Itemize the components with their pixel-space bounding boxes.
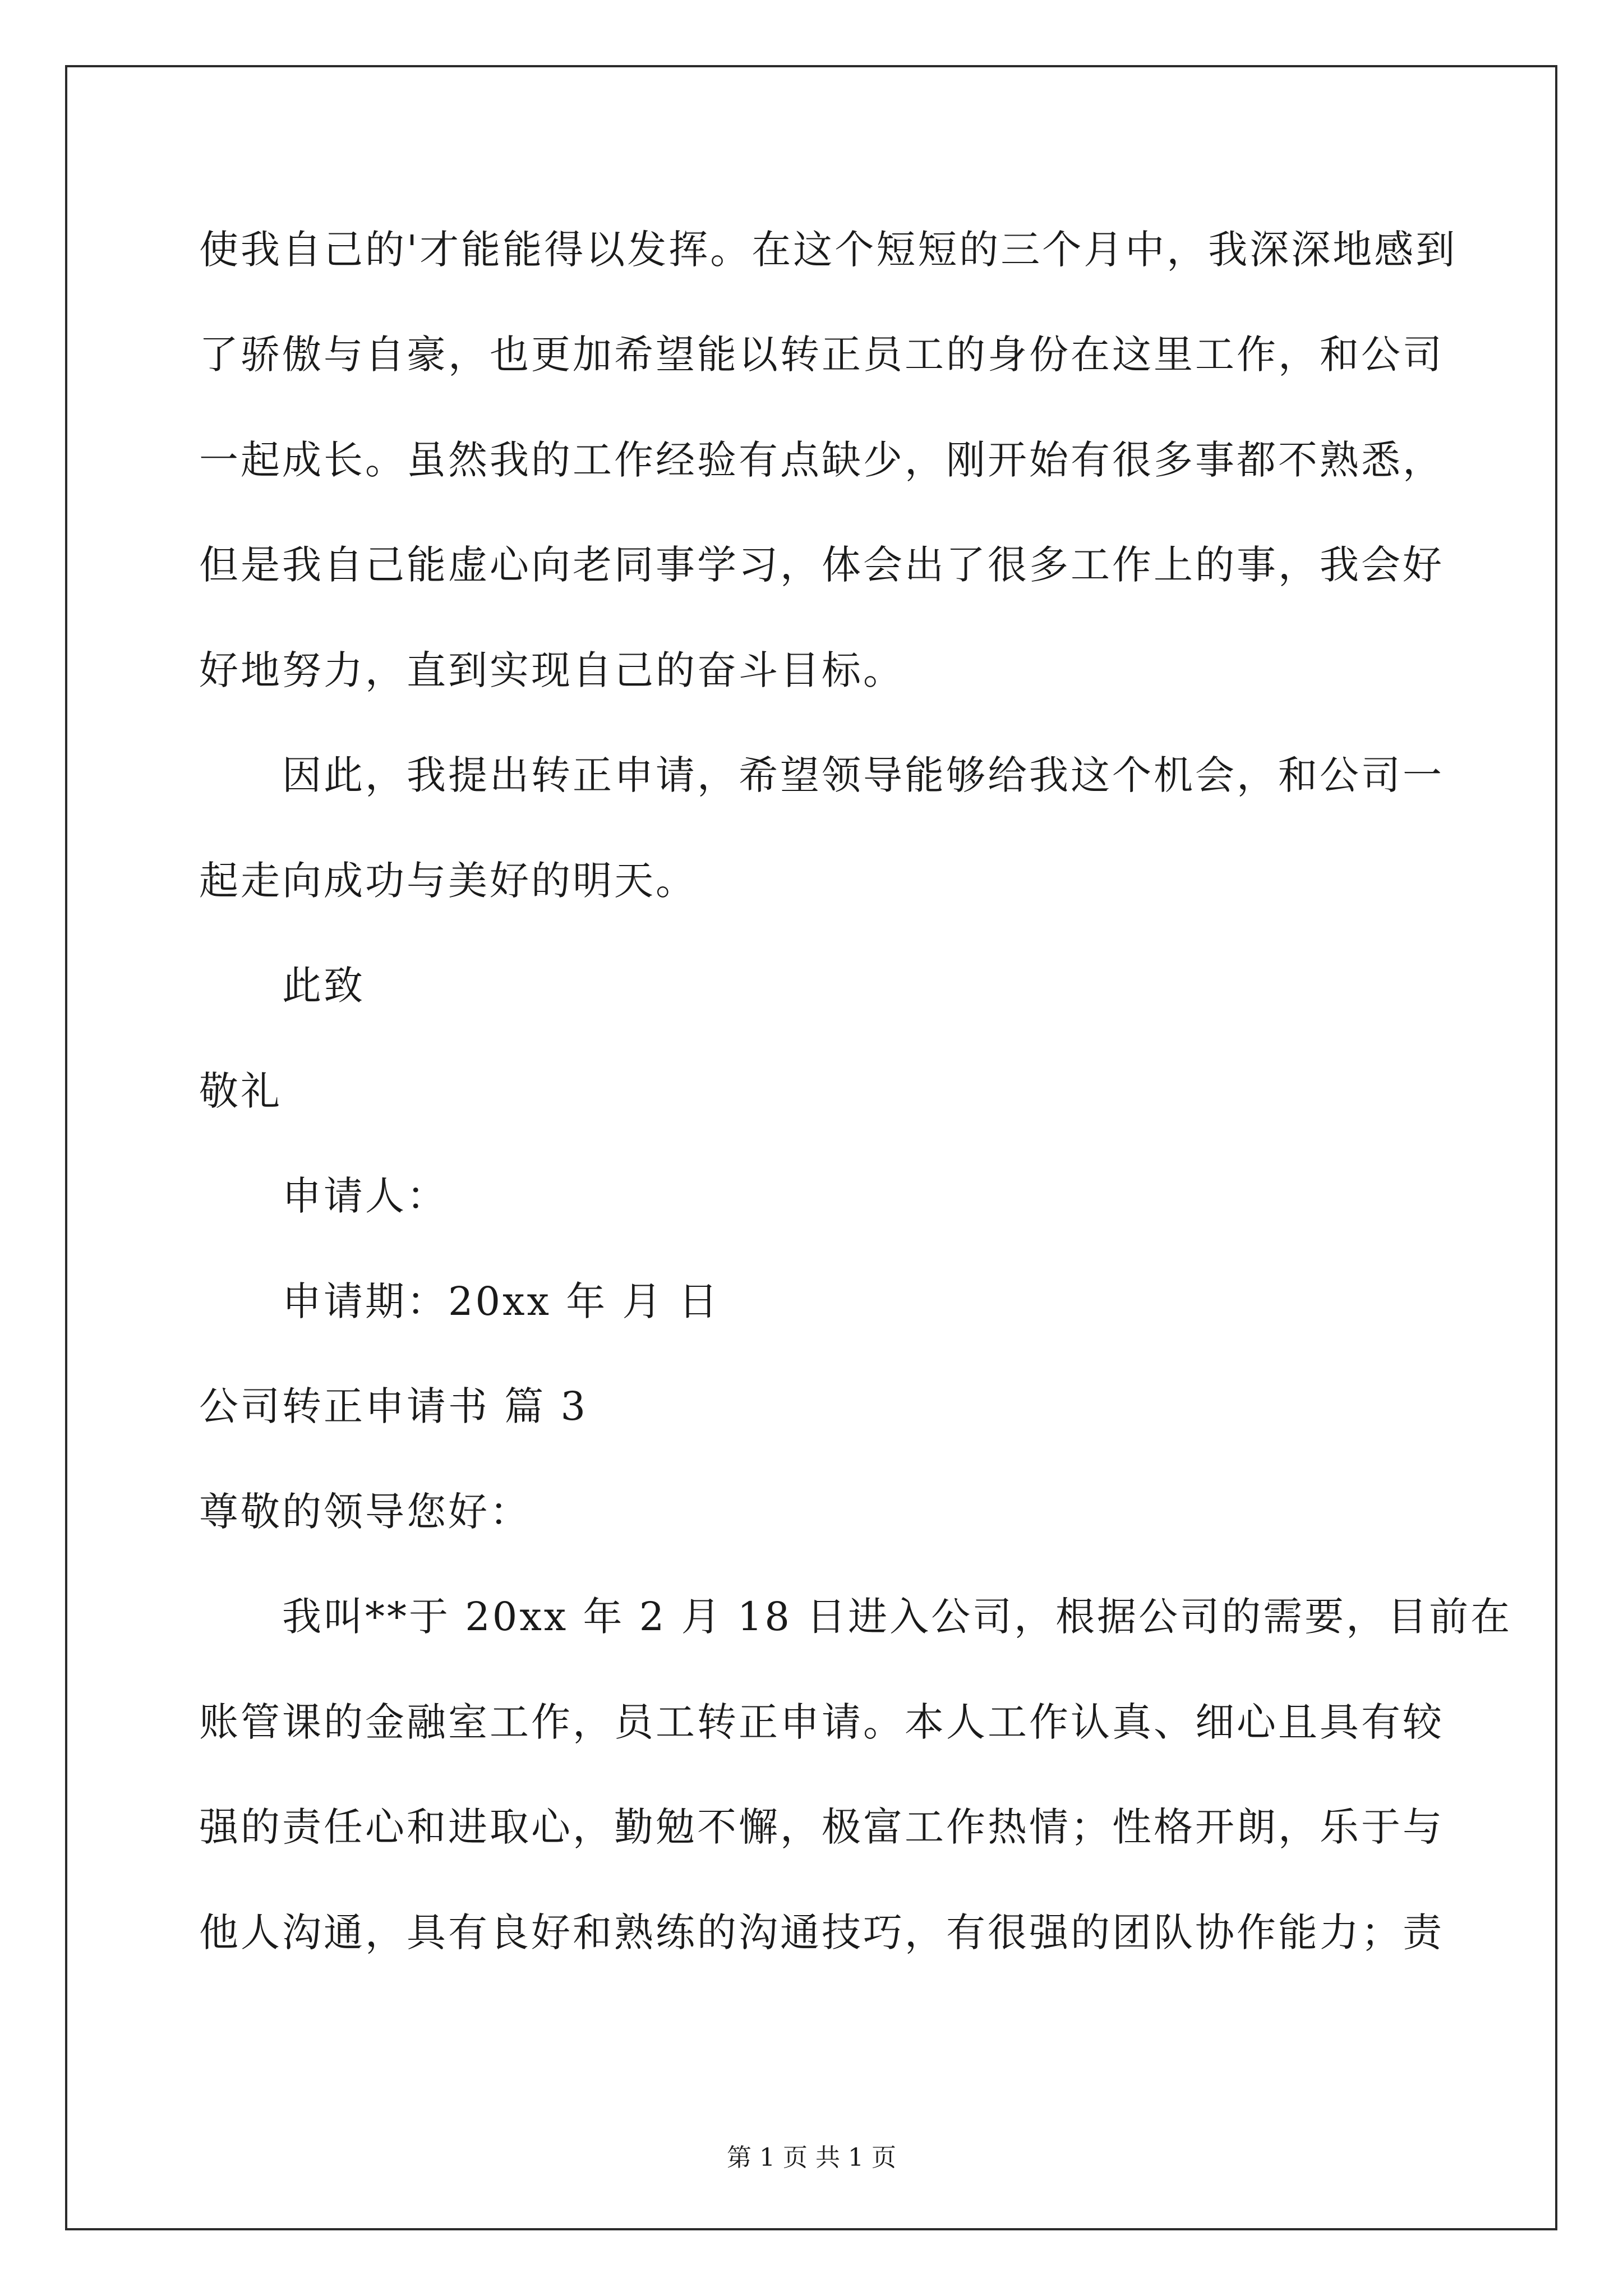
paragraph-line: 因此，我提出转正申请，希望领导能够给我这个机会，和公司一	[282, 752, 1444, 798]
paragraph-line: 一起成长。虽然我的工作经验有点缺少，刚开始有很多事都不熟悉，	[199, 437, 1444, 483]
paragraph-line: 但是我自己能虚心向老同事学习，体会出了很多工作上的事，我会好	[199, 542, 1444, 588]
paragraph-line: 强的责任心和进取心，勤勉不懈，极富工作热情；性格开朗，乐于与	[199, 1804, 1444, 1850]
paragraph-line: 使我自己的'才能能得以发挥。在这个短短的三个月中，我深深地感到	[199, 227, 1458, 273]
paragraph-line: 账管课的金融室工作，员工转正申请。本人工作认真、细心且具有较	[199, 1699, 1444, 1745]
paragraph-line: 起走向成功与美好的明天。	[199, 858, 697, 904]
paragraph-line: 他人沟通，具有良好和熟练的沟通技巧，有很强的团队协作能力；责	[199, 1910, 1444, 1955]
date-line: 申请期：20xx 年 月 日	[282, 1278, 720, 1324]
page-border	[65, 65, 1557, 2230]
page-footer: 第 1 页 共 1 页	[727, 2143, 896, 2172]
paragraph-line: 好地努力，直到实现自己的奋斗目标。	[199, 647, 905, 693]
salutation-line: 敬礼	[199, 1068, 282, 1114]
applicant-line: 申请人：	[282, 1173, 448, 1219]
closing-line: 此致	[282, 963, 365, 1009]
greeting-line: 尊敬的领导您好：	[199, 1489, 531, 1535]
section-heading: 公司转正申请书 篇 3	[199, 1383, 588, 1429]
paragraph-line: 我叫**于 20xx 年 2 月 18 日进入公司，根据公司的需要，目前在	[282, 1594, 1513, 1640]
paragraph-line: 了骄傲与自豪，也更加希望能以转正员工的身份在这里工作，和公司	[199, 332, 1444, 378]
